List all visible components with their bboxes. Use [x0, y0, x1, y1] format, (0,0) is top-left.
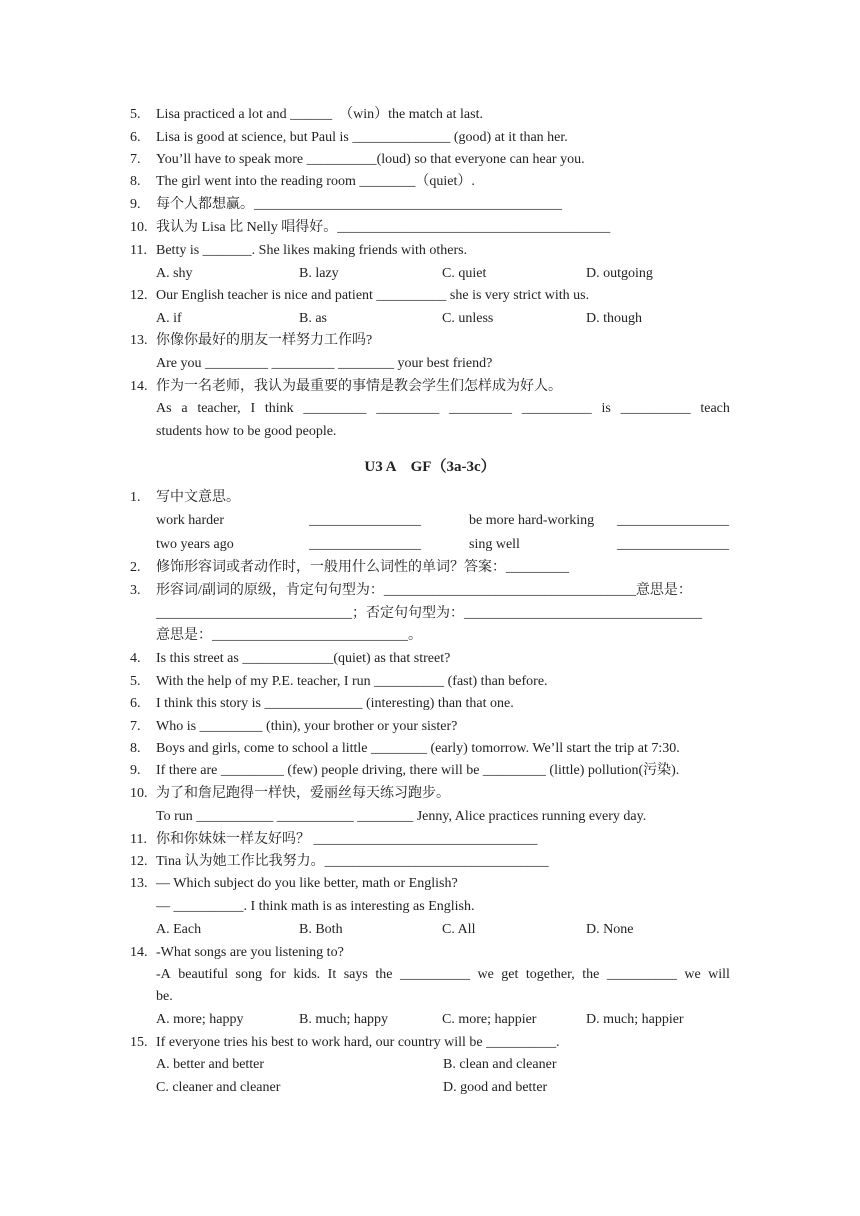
question-number: 6. — [130, 696, 141, 711]
blank: ________________ — [309, 537, 421, 552]
blank: __________ — [620, 401, 691, 416]
question-text: Lisa is good at science, but Paul is ______________ (good) at it than her. — [156, 130, 568, 145]
question-text: To run ___________ ___________ ________ Jenny, Alice practices running every day. — [156, 809, 647, 824]
question-number: 9. — [130, 763, 141, 778]
word: together, — [525, 967, 575, 982]
word: for — [269, 967, 286, 982]
option-c: C. quiet — [442, 266, 487, 281]
question-text: be. — [156, 989, 173, 1004]
question-number: 4. — [130, 651, 141, 666]
question-text: Is this street as _____________(quiet) as that street? — [156, 651, 451, 666]
question-number: 14. — [130, 379, 148, 394]
question-text: Lisa practiced a lot and ______ （win）the match at last. — [156, 107, 483, 122]
question-number: 13. — [130, 876, 148, 891]
question-text: 为了和詹尼跑得一样快，爱丽丝每天练习跑步。 — [156, 786, 450, 801]
word: teach — [700, 401, 730, 416]
blank: ________________ — [617, 513, 729, 528]
word: teacher, — [197, 401, 241, 416]
option-a: A. if — [156, 311, 182, 326]
question-number: 5. — [130, 674, 141, 689]
question-number: 12. — [130, 854, 148, 869]
word: we — [477, 967, 494, 982]
blank: __________ — [399, 967, 470, 982]
question-number: 12. — [130, 288, 148, 303]
question-text: Tina 认为她工作比我努力。________________________________ — [156, 854, 549, 869]
word: get — [501, 967, 519, 982]
word: kids. — [293, 967, 321, 982]
question-number: 2. — [130, 560, 141, 575]
option-a: A. shy — [156, 266, 193, 281]
question-number: 6. — [130, 130, 141, 145]
blank: __________ — [521, 401, 592, 416]
question-text: 你像你最好的朋友一样努力工作吗? — [156, 333, 373, 348]
question-text: 每个人都想赢。____________________________________________ — [156, 197, 562, 212]
phrase: be more hard-working — [469, 513, 595, 528]
question-text: 作为一名老师，我认为最重要的事情是教会学生们怎样成为好人。 — [156, 379, 562, 394]
question-number: 13. — [130, 333, 148, 348]
word: -A — [156, 967, 171, 982]
question-text: 修饰形容词或者动作时，一般用什么词性的单词？答案：_________ — [156, 560, 569, 575]
question-text: 我认为 Lisa 比 Nelly 唱得好。_______________________________________ — [156, 220, 611, 235]
question-number: 9. — [130, 197, 141, 212]
option-c: C. unless — [442, 311, 494, 326]
question-number: 7. — [130, 719, 141, 734]
option-d: D. outgoing — [586, 266, 653, 281]
question-text: — Which subject do you like better, math or English? — [156, 876, 458, 891]
word: the — [582, 967, 600, 982]
blank: __________ — [606, 967, 677, 982]
question-number: 10. — [130, 786, 148, 801]
blank: ________________ — [617, 537, 729, 552]
option-a: A. more; happy — [156, 1012, 244, 1027]
phrase: sing well — [469, 537, 520, 552]
word: the — [375, 967, 393, 982]
word: It — [327, 967, 337, 982]
question-text: If there are _________ (few) people driving, there will be _________ (little) pollution(污染). — [156, 763, 680, 778]
question-text: Betty is _______. She likes making friends with others. — [156, 243, 468, 258]
phrase: work harder — [156, 513, 225, 528]
question-text: Our English teacher is nice and patient __________ she is very strict with us. — [156, 288, 590, 303]
question-number: 7. — [130, 152, 141, 167]
question-number: 8. — [130, 174, 141, 189]
question-text: 写中文意思。 — [156, 490, 240, 505]
question-number: 14. — [130, 945, 148, 960]
blank: _________ — [303, 401, 367, 416]
question-text: -What songs are you listening to? — [156, 945, 344, 960]
word: we — [684, 967, 701, 982]
option-b: B. Both — [299, 922, 343, 937]
question-number: 10. — [130, 220, 148, 235]
word: song — [235, 967, 262, 982]
option-b: B. much; happy — [299, 1012, 389, 1027]
question-text: — __________. I think math is as interesting as English. — [156, 899, 475, 914]
question-text: Are you _________ _________ ________ your best friend? — [156, 356, 493, 371]
option-d: D. though — [586, 311, 642, 326]
word: think — [264, 401, 294, 416]
question-text: ____________________________；否定句句型为：__________________________________ — [156, 606, 702, 621]
word: As — [156, 401, 172, 416]
question-text: 形容词/副词的原级，肯定句句型为：____________________________________意思是： — [156, 583, 692, 598]
part2-question-14-line-2 — [156, 966, 730, 984]
option-c: C. more; happier — [442, 1012, 537, 1027]
option-c: C. All — [442, 922, 476, 937]
question-text: I think this story is ______________ (interesting) than that one. — [156, 696, 514, 711]
option-b: B. clean and cleaner — [443, 1057, 557, 1072]
question-14-line-2 — [156, 400, 730, 418]
question-text: students how to be good people. — [156, 424, 337, 439]
question-text: 意思是：____________________________。 — [156, 628, 422, 643]
section-title: U3 A GF（3a-3c） — [364, 459, 496, 475]
word: a — [181, 401, 188, 416]
blank: ________________ — [309, 513, 421, 528]
word: will — [708, 967, 730, 982]
question-number: 15. — [130, 1035, 148, 1050]
word: says — [343, 967, 368, 982]
blank: _________ — [448, 401, 512, 416]
question-number: 1. — [130, 490, 141, 505]
question-number: 8. — [130, 741, 141, 756]
question-number: 3. — [130, 583, 141, 598]
question-text: Who is _________ (thin), your brother or your sister? — [156, 719, 458, 734]
question-text: Boys and girls, come to school a little ________ (early) tomorrow. We’ll start the trip at 7:30. — [156, 741, 680, 756]
option-b: B. lazy — [299, 266, 339, 281]
question-number: 11. — [130, 243, 147, 258]
question-text: The girl went into the reading room ________（quiet）. — [156, 174, 475, 189]
option-a: A. better and better — [156, 1057, 265, 1072]
option-d: D. much; happier — [586, 1012, 684, 1027]
option-d: D. None — [586, 922, 634, 937]
question-text: With the help of my P.E. teacher, I run __________ (fast) than before. — [156, 674, 548, 689]
question-text: If everyone tries his best to work hard, our country will be __________. — [156, 1035, 560, 1050]
question-number: 5. — [130, 107, 141, 122]
question-number: 11. — [130, 832, 147, 847]
question-text: 你和你妹妹一样友好吗？ ________________________________ — [156, 832, 538, 847]
word: beautiful — [178, 967, 229, 982]
phrase: two years ago — [156, 537, 234, 552]
blank: _________ — [376, 401, 440, 416]
word: is — [601, 401, 611, 416]
option-a: A. Each — [156, 922, 202, 937]
option-c: C. cleaner and cleaner — [156, 1080, 281, 1095]
option-b: B. as — [299, 311, 327, 326]
word: I — [250, 401, 256, 416]
option-d: D. good and better — [443, 1080, 548, 1095]
question-text: You’ll have to speak more __________(loud) so that everyone can hear you. — [156, 152, 585, 167]
